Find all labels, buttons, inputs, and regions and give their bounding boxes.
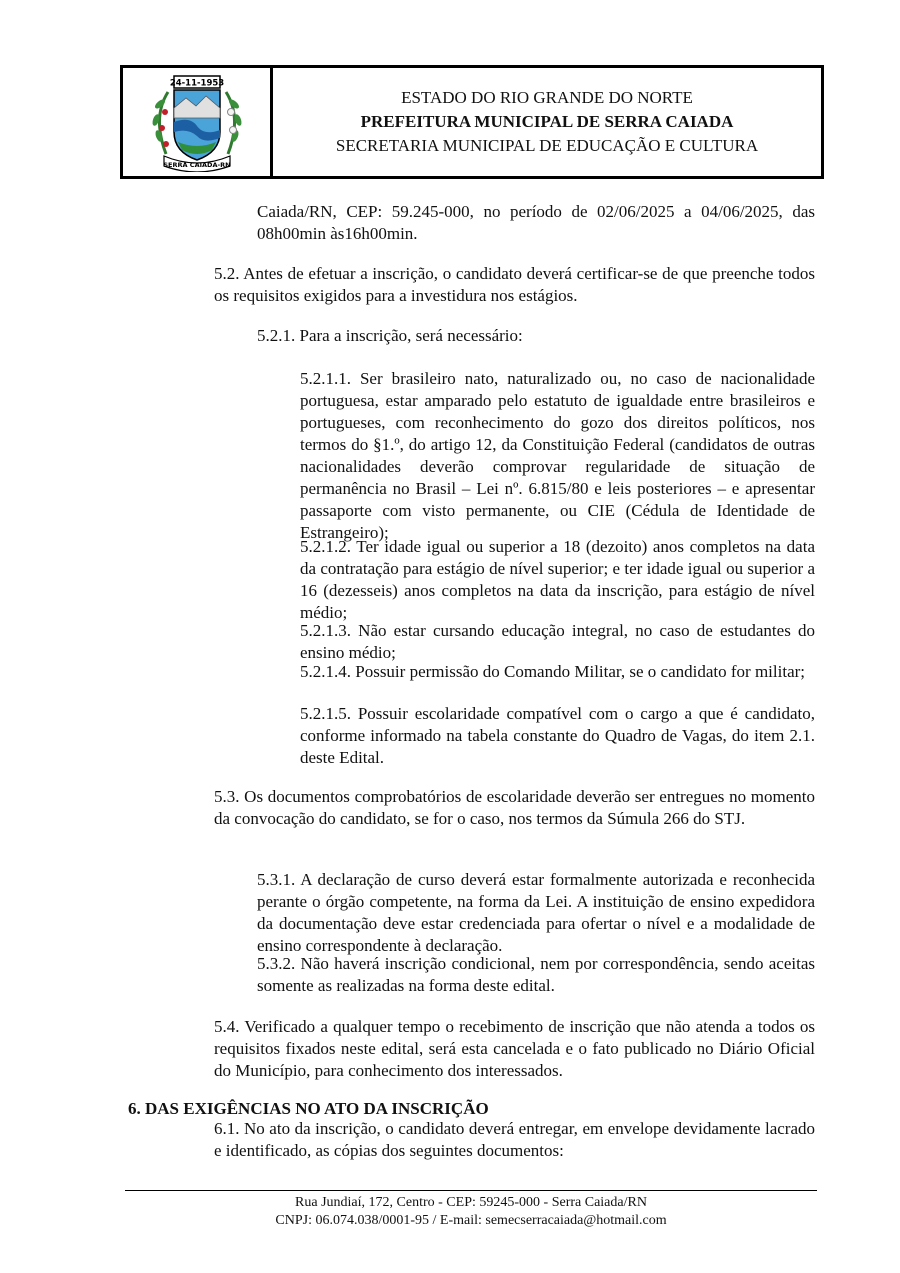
header-title-block xyxy=(273,68,821,176)
seal-date: 24-11-1953 xyxy=(169,78,224,89)
seal-name: SERRA CAIADA-RN xyxy=(162,161,231,169)
paragraph-5-2-1-3: 5.2.1.3. Não estar cursando educação integral, no caso de estudantes do ensino médio; xyxy=(300,621,815,662)
header-secretariat: SECRETARIA MUNICIPAL DE EDUCAÇÃO E CULTURA xyxy=(335,136,759,155)
footer-contact: CNPJ: 06.074.038/0001-95 / E-mail: semecserracaiada@hotmail.com xyxy=(275,1213,667,1228)
header-prefecture: PREFEITURA MUNICIPAL DE SERRA CAIADA xyxy=(360,112,734,131)
footer-divider xyxy=(125,1190,817,1191)
paragraph-5-2-1-5: 5.2.1.5. Possuir escolaridade compatível com o cargo a que é candidato, conforme informado na tabela constante do Quadro de Vagas, do item 2.1. deste Edital. xyxy=(300,704,815,767)
paragraph-continuation: Caiada/RN, CEP: 59.245-000, no período de 02/06/2025 a 04/06/2025, das 08h00min às16h00min. xyxy=(257,202,815,243)
paragraph-5-2-1-4: 5.2.1.4. Possuir permissão do Comando Militar, se o candidato for militar; xyxy=(300,662,806,681)
paragraph-5-3-1: 5.3.1. A declaração de curso deverá estar formalmente autorizada e reconhecida perante o órgão competente, na forma da Lei. A instituição de ensino expedidora da documentação deve estar credenciada para ofertar o nível e a modalidade de ensino correspondente à declaração. xyxy=(257,870,815,955)
document-header xyxy=(120,65,824,179)
paragraph-6-1: 6.1. No ato da inscrição, o candidato deverá entregar, em envelope devidamente lacrado e identificado, as cópias dos seguintes documentos: xyxy=(214,1119,815,1160)
paragraph-5-2: 5.2. Antes de efetuar a inscrição, o candidato deverá certificar-se de que preenche todos os requisitos exigidos para a investidura nos estágios. xyxy=(214,264,815,305)
paragraph-5-4: 5.4. Verificado a qualquer tempo o recebimento de inscrição que não atenda a todos os requisitos fixados neste edital, será esta cancelada e o fato publicado no Diário Oficial do Município, para conhecimento dos interessados. xyxy=(214,1017,815,1080)
paragraph-5-2-1: 5.2.1. Para a inscrição, será necessário: xyxy=(257,326,523,345)
paragraph-5-2-1-1: 5.2.1.1. Ser brasileiro nato, naturalizado ou, no caso de nacionalidade portuguesa, estar amparado pelo estatuto de igualdade entre brasileiros e portugueses, com reconhecimento do gozo dos direitos políticos, nos termos do §1.º, do artigo 12, da Constituição Federal (candidatos de outras nacionalidades deverão comprovar regularidade de situação de permanência no Brasil – Lei nº. 6.815/80 e leis posteriores – e apresentar passaporte com visto permanente, ou CIE (Cédula de Identidade de Estrangeiro); xyxy=(300,369,815,542)
footer-address: Rua Jundiaí, 172, Centro - CEP: 59245-000 - Serra Caiada/RN xyxy=(295,1195,647,1210)
header-state: ESTADO DO RIO GRANDE DO NORTE xyxy=(401,88,693,107)
municipal-seal-icon xyxy=(138,72,256,172)
paragraph-5-3-2: 5.3.2. Não haverá inscrição condicional, nem por correspondência, sendo aceitas somente as realizadas na forma deste edital. xyxy=(257,954,815,995)
logo-cell xyxy=(123,68,273,176)
section-6-heading: 6. DAS EXIGÊNCIAS NO ATO DA INSCRIÇÃO xyxy=(128,1099,489,1118)
paragraph-5-3: 5.3. Os documentos comprobatórios de escolaridade deverão ser entregues no momento da convocação do candidato, se for o caso, nos termos da Súmula 266 do STJ. xyxy=(214,787,815,828)
paragraph-5-2-1-2: 5.2.1.2. Ter idade igual ou superior a 18 (dezoito) anos completos na data da contratação para estágio de nível superior; e ter idade igual ou superior a 16 (dezesseis) anos completos na data da inscrição, para estágio de nível médio; xyxy=(300,537,815,622)
